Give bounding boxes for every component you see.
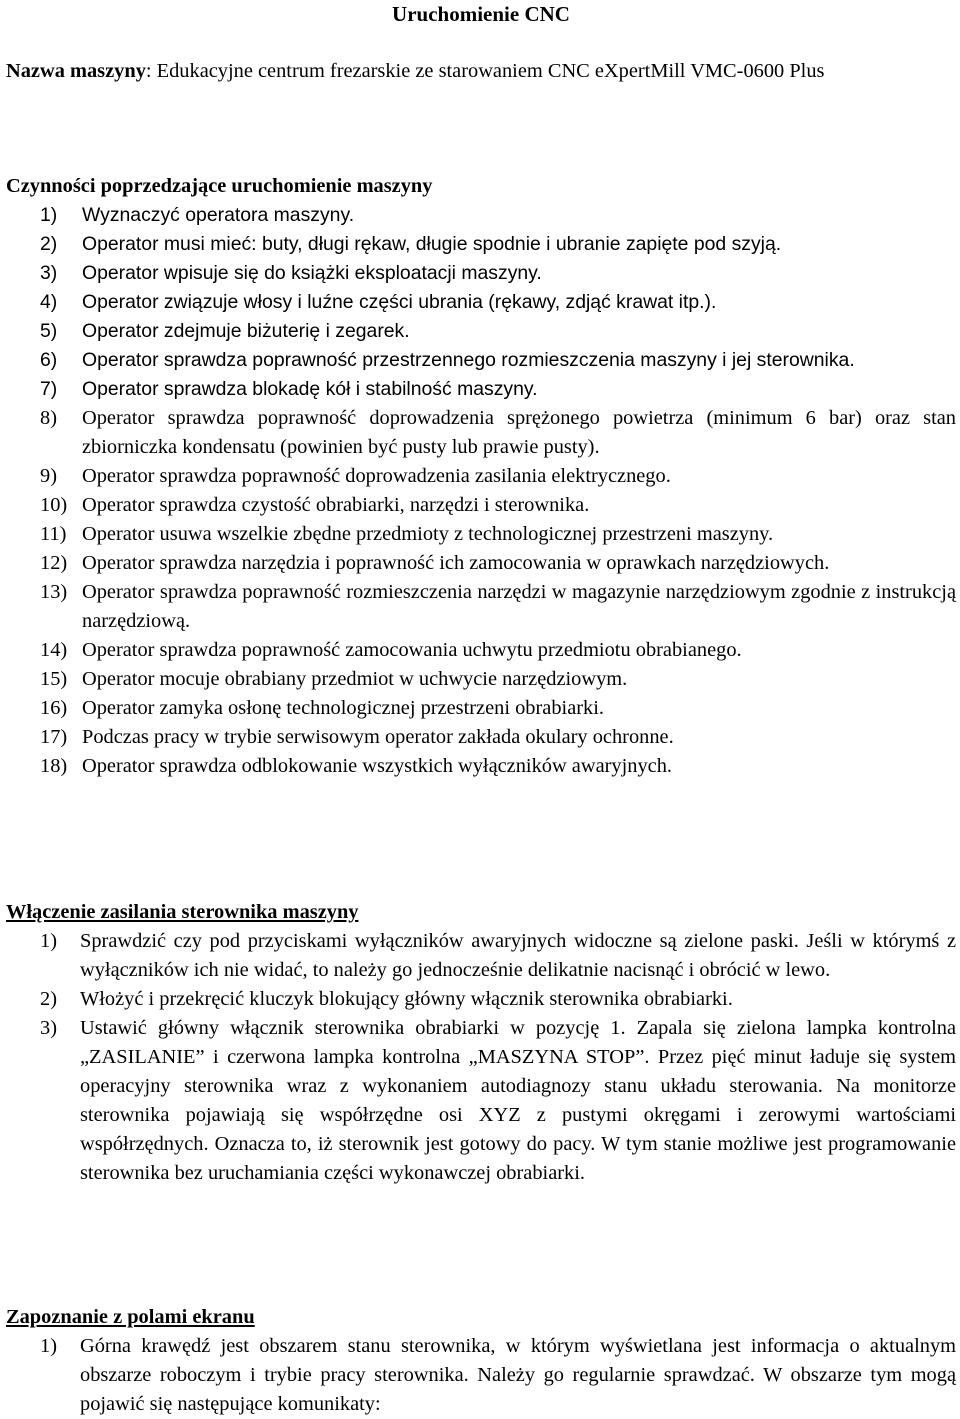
power-on-list: [6, 927, 956, 1188]
list-item-number: 12): [40, 552, 68, 574]
list-item-number: 14): [40, 639, 68, 661]
document-title: Uruchomienie CNC: [392, 2, 570, 26]
list-item-text: Wyznaczyć operatora maszyny.: [82, 204, 355, 226]
section-screen-fields: [6, 1303, 956, 1419]
list-item-text: Operator sprawdza poprawność rozmieszczenia narzędzi w magazynie narzędziowym zgodnie z instrukcją narzędziową.: [82, 581, 956, 632]
list-item-number: 7): [40, 378, 58, 400]
list-item: [6, 491, 956, 520]
list-item: [6, 375, 956, 404]
list-item-text: Operator związuje włosy i luźne części ubrania (rękawy, zdjąć krawat itp.).: [82, 291, 717, 313]
machine-name: [6, 57, 956, 86]
list-item: [6, 259, 956, 288]
list-item: [6, 985, 956, 1014]
list-item-text: Operator sprawdza blokadę kół i stabilność maszyny.: [82, 378, 538, 400]
list-item-text: Operator sprawdza poprawność zamocowania uchwytu przedmiotu obrabianego.: [82, 639, 742, 661]
list-item-number: 1): [40, 1335, 57, 1357]
list-item-number: 6): [40, 349, 58, 371]
list-item: [6, 404, 956, 462]
list-item-number: 15): [40, 668, 68, 690]
list-item-text: Operator zdejmuje biżuterię i zegarek.: [82, 320, 410, 342]
section-pre-start-heading: Czynności poprzedzające uruchomienie maszyny: [6, 175, 433, 197]
list-item-number: 2): [40, 988, 57, 1010]
list-item-number: 8): [40, 407, 57, 429]
list-item-text: Operator sprawdza poprawność doprowadzenia sprężonego powietrza (minimum 6 bar) oraz stan zbiorniczka kondensatu (powinien być pusty lub prawie pusty).: [82, 407, 956, 458]
list-item-text: Górna krawędź jest obszarem stanu sterownika, w którym wyświetlana jest informacja o aktualnym obszarze roboczym i trybie pracy sterownika. Należy go regularnie sprawdzać. W obszarze tym mogą pojawić się następujące komunikaty:: [80, 1335, 956, 1415]
list-item-text: Ustawić główny włącznik sterownika obrabiarki w pozycję 1. Zapala się zielona lampka kontrolna „ZASILANIE” i czerwona lampka kontrolna „MASZYNA STOP”. Przez pięć minut ładuje się system operacyjny sterownika wraz z wykonaniem autodiagnozy stanu układu sterowania. Na monitorze sterownika pojawiają się współrzędne osi XYZ z pustymi okręgami i zerowymi wartościami współrzędnych. Oznacza to, iż sterownik jest gotowy do pacy. W tym stanie możliwe jest programowanie sterownika bez uruchamiania części wykonawczej obrabiarki.: [80, 1017, 956, 1184]
list-item: [6, 201, 956, 230]
section-pre-start: [6, 172, 956, 781]
list-item: [6, 723, 956, 752]
list-item-text: Operator sprawdza czystość obrabiarki, narzędzi i sterownika.: [82, 494, 590, 516]
list-item-text: Operator sprawdza odblokowanie wszystkich wyłączników awaryjnych.: [82, 755, 673, 777]
screen-fields-list: [6, 1332, 956, 1419]
list-item: [6, 665, 956, 694]
list-item-text: Operator wpisuje się do książki eksploatacji maszyny.: [82, 262, 542, 284]
list-item-text: Operator usuwa wszelkie zbędne przedmioty z technologicznej przestrzeni maszyny.: [82, 523, 774, 545]
list-item-number: 10): [40, 494, 68, 516]
list-item-number: 17): [40, 726, 68, 748]
list-item-text: Włożyć i przekręcić kluczyk blokujący główny włącznik sterownika obrabiarki.: [80, 988, 733, 1010]
list-item: [6, 520, 956, 549]
list-item: [6, 752, 956, 781]
section-screen-fields-heading: Zapoznanie z polami ekranu: [6, 1306, 255, 1328]
list-item: [6, 1014, 956, 1188]
list-item: [6, 549, 956, 578]
list-item: [6, 288, 956, 317]
list-item: [6, 317, 956, 346]
list-item: [6, 636, 956, 665]
list-item-text: Operator sprawdza narzędzia i poprawność ich zamocowania w oprawkach narzędziowych.: [82, 552, 830, 574]
list-item-number: 11): [40, 523, 67, 545]
list-item-text: Operator zamyka osłonę technologicznej przestrzeni obrabiarki.: [82, 697, 605, 719]
list-item: [6, 462, 956, 491]
list-item: [6, 346, 956, 375]
list-item-number: 3): [40, 262, 58, 284]
list-item-text: Operator sprawdza poprawność doprowadzenia zasilania elektrycznego.: [82, 465, 671, 487]
list-item: [6, 230, 956, 259]
list-item-number: 16): [40, 697, 68, 719]
section-power-on-heading: Włączenie zasilania sterownika maszyny: [6, 901, 359, 923]
machine-name-value: : Edukacyjne centrum frezarskie ze starowaniem CNC eXpertMill VMC-0600 Plus: [145, 60, 825, 82]
list-item-text: Sprawdzić czy pod przyciskami wyłączników awaryjnych widoczne są zielone paski. Jeśli w którymś z wyłączników ich nie widać, to należy go jednocześnie delikatnie nacisnąć i obrócić w lewo.: [80, 930, 956, 981]
list-item-text: Podczas pracy w trybie serwisowym operator zakłada okulary ochronne.: [82, 726, 674, 748]
pre-start-list: [6, 201, 956, 781]
list-item-number: 1): [40, 930, 57, 952]
list-item: [6, 578, 956, 636]
list-item-number: 5): [40, 320, 58, 342]
list-item-text: Operator sprawdza poprawność przestrzennego rozmieszczenia maszyny i jej sterownika.: [82, 349, 855, 371]
list-item: [6, 1332, 956, 1419]
section-power-on: [6, 898, 956, 1188]
list-item-number: 4): [40, 291, 58, 313]
list-item-number: 1): [40, 204, 58, 226]
list-item-text: Operator musi mieć: buty, długi rękaw, długie spodnie i ubranie zapięte pod szyją.: [82, 233, 782, 255]
list-item-number: 2): [40, 233, 58, 255]
list-item-number: 18): [40, 755, 68, 777]
list-item-number: 9): [40, 465, 57, 487]
list-item: [6, 694, 956, 723]
list-item: [6, 927, 956, 985]
list-item-number: 3): [40, 1017, 57, 1039]
machine-name-label: Nazwa maszyny: [6, 60, 146, 82]
list-item-text: Operator mocuje obrabiany przedmiot w uchwycie narzędziowym.: [82, 668, 628, 690]
list-item-number: 13): [40, 581, 68, 603]
